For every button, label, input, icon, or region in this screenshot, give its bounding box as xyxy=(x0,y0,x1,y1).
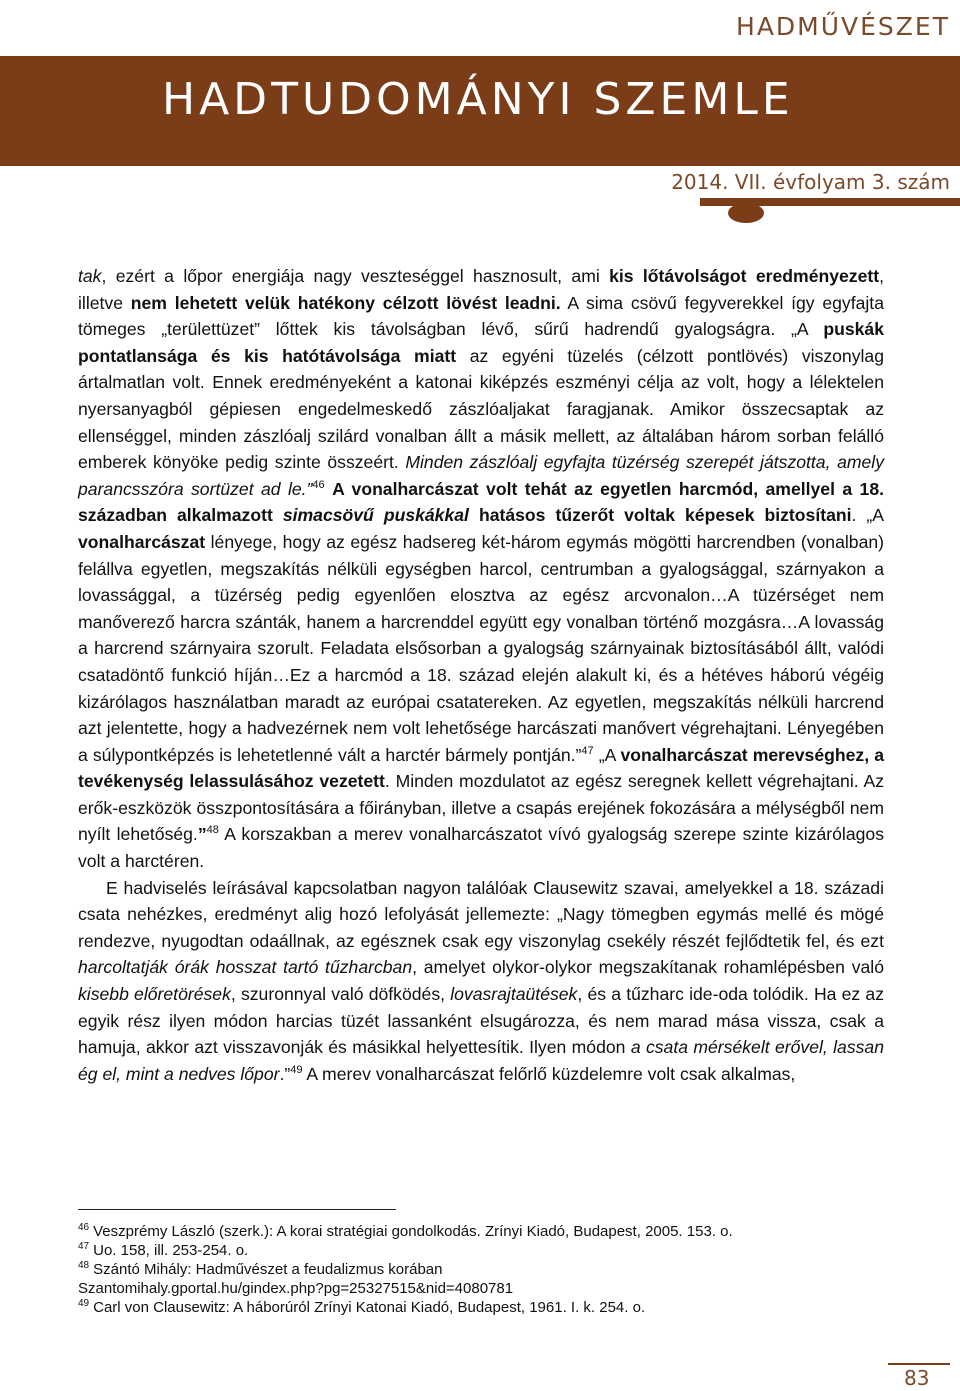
paragraph-1 xyxy=(78,263,884,875)
footnote-47: $^{47}$ Uo. 158, ill. 253-254. o. xyxy=(78,1241,249,1259)
text-run: nem lehetett velük hatékony célzott lövést leadni. xyxy=(130,292,561,313)
footnote-ref[interactable]: 49 xyxy=(290,1063,303,1076)
footnote-49: $^{49}$ Carl von Clausewitz: A háborúról Zrínyi Katonai Kiadó, Budapest, 1961. I. k. 254. o. xyxy=(78,1298,646,1316)
journal-banner xyxy=(0,56,960,166)
text-run: , illetve xyxy=(78,266,884,313)
page-number-rule xyxy=(888,1363,950,1365)
footnotes xyxy=(78,1222,898,1317)
text-run: „A xyxy=(593,744,621,765)
text-run: lényege, hogy az egész hadsereg két-három egymás mögötti harcrendben (vonalban) felállva egyetlen, megszakítás nélküli egységben harcol, centrumban a gyalogsággal, szárnyakon a lovassággal, a tüzérség pedig egyenlően elosztva az egész arcvonalon…A tüzérséget nem manőverező harcra szánták, hanem a harcrenddel együtt egy vonalban történő mozgásra…A lovasság a harcrend szárnyaira szorult. Feladata elsősorban a gyalogság szárnyainak biztosításából állt, valódi csatadöntő funkció híján…Ez a harcmód a 18. század elején alakult ki, és a hétéves háború végéig kizárólagos használatban maradt az európai csatatereken. Az egyetlen, megszakítás nélküli harcrend azt jelentette, hogy a hadvezérnek nem volt lehetősége harcászati manővert végrehajtani. Lényegében a súlypontképzés is lehetetlenné vált a harctér bármely pontján.” xyxy=(78,531,884,765)
footnote-48-url[interactable]: Szantomihaly.gportal.hu/gindex.php?pg=25327515&nid=4080781 xyxy=(78,1280,514,1297)
text-run: E hadviselés leírásával kapcsolatban nagyon találóak Clausewitz szavai, amelyekkel a 18. századi csata nehézkes, eredményt alig hozó lefolyását jellemezte: „Nagy tömegben egymás mellé és mögé rendezve, nyugodtan odaállnak, az egésznek csak egy viszonylag csekély részét fejlődtetik fel, és ezt xyxy=(78,877,884,951)
footnote-ref[interactable]: 46 xyxy=(312,478,325,491)
text-run: .” xyxy=(279,1063,291,1084)
text-run xyxy=(325,479,332,499)
paragraph-2 xyxy=(78,875,884,1088)
footnote-48: $^{48}$ Szántó Mihály: Hadművészet a feudalizmus korában xyxy=(78,1260,443,1278)
page-number: 83 xyxy=(904,1366,930,1390)
text-run: A sima csövű fegyverekkel így egyfajta tömeges „területtüzet” lőttek kis távolságban lévő, sűrű hadrendű gyalogságra. „A xyxy=(78,292,884,340)
section-label: HADMŰVÉSZET xyxy=(736,12,950,41)
text-run: lovasrajtaütések xyxy=(450,984,578,1005)
text-run: az egyéni tüzelés (célzott pontlövés) viszonylag ártalmatlan volt. Ennek eredményeként a katonai kiképzés eszményi célja az volt, hogy a lélektelen nyersanyagból gépiesen engedelmeskedő zászlóaljakat faragjanak. Amikor összecsaptak az ellenséggel, minden zászlóalj szilárd vonalban állt a másik mellett, az általában három sorban felálló emberek könyöke pedig szinte összeért. xyxy=(78,345,884,473)
text-run: A korszakban a merev vonalharcászatot vívó gyalogság szerepe szinte kizárólagos volt a harctéren. xyxy=(78,824,884,872)
text-run: tak xyxy=(78,266,102,286)
issue-label: 2014. VII. évfolyam 3. szám xyxy=(671,170,950,194)
footnote-ref[interactable]: 48 xyxy=(206,824,219,837)
text-run: kis lőtávolságot eredményezett xyxy=(609,266,880,286)
header-ornament xyxy=(728,203,764,223)
footnote-46: $^{46}$ Veszprémy László (szerk.): A korai stratégiai gondolkodás. Zrínyi Kiadó, Budapest, 2005. 153. o. xyxy=(78,1222,733,1240)
text-run: simacsövű puskákkal xyxy=(282,505,469,526)
text-run: , ezért a lőpor energiája nagy veszteséggel hasznosult, ami xyxy=(101,266,610,286)
journal-title: HADTUDOMÁNYI SZEMLE xyxy=(162,74,794,125)
text-run: a csata mérsékelt erővel, lassan ég el, mint a nedves lőpor xyxy=(78,1037,885,1084)
text-run: , amelyet olykor-olykor megszakítanak rohamlépésben való xyxy=(412,957,884,978)
text-run: hatásos tűzerőt voltak képesek biztosítani xyxy=(468,505,852,526)
text-run: puskák pontatlansága és kis hatótávolsága miatt xyxy=(78,319,884,366)
text-run: ” xyxy=(197,824,207,845)
text-run: A merev vonalharcászat felőrlő küzdelemre volt csak alkalmas, xyxy=(302,1063,796,1084)
footnote-ref[interactable]: 47 xyxy=(581,744,594,757)
text-run: Minden zászlóalj egyfajta tüzérség szerepét játszotta, amely parancsszóra sortüzet ad le.” xyxy=(78,452,884,499)
footnote-separator xyxy=(78,1209,396,1210)
text-run: . „A xyxy=(851,505,885,526)
text-run: harcoltatják órák hosszat tartó tűzharcban xyxy=(78,957,413,978)
text-run: vonalharcászat xyxy=(78,531,206,552)
text-run: , szuronnyal való döfködés, xyxy=(230,984,451,1005)
text-run: kisebb előretörések xyxy=(78,984,231,1005)
body-text xyxy=(78,263,884,1087)
text-run: , és a tűzharc ide-oda tolódik. Ha ez az egyik rész ilyen módon harcias tüzét lassanként elsugározza, és nem marad mása vissza, csak a hamuja, akkor azt visszavonják és másikkal helyettesítik. Ilyen módon xyxy=(78,984,884,1058)
text-run: A vonalharcászat volt tehát az egyetlen harcmód, amellyel a 18. században alkalmazott xyxy=(78,478,885,526)
text-run: vonalharcászat merevséghez, a tevékenység lelassulásához vezetett xyxy=(78,744,884,792)
text-run: . Minden mozdulatot az egész seregnek kellett végrehajtani. Az erők-eszközök összpontosítására a főirányban, illetve a csapás erejének fokozására a mélységből nem nyílt lehetőség. xyxy=(78,771,884,845)
